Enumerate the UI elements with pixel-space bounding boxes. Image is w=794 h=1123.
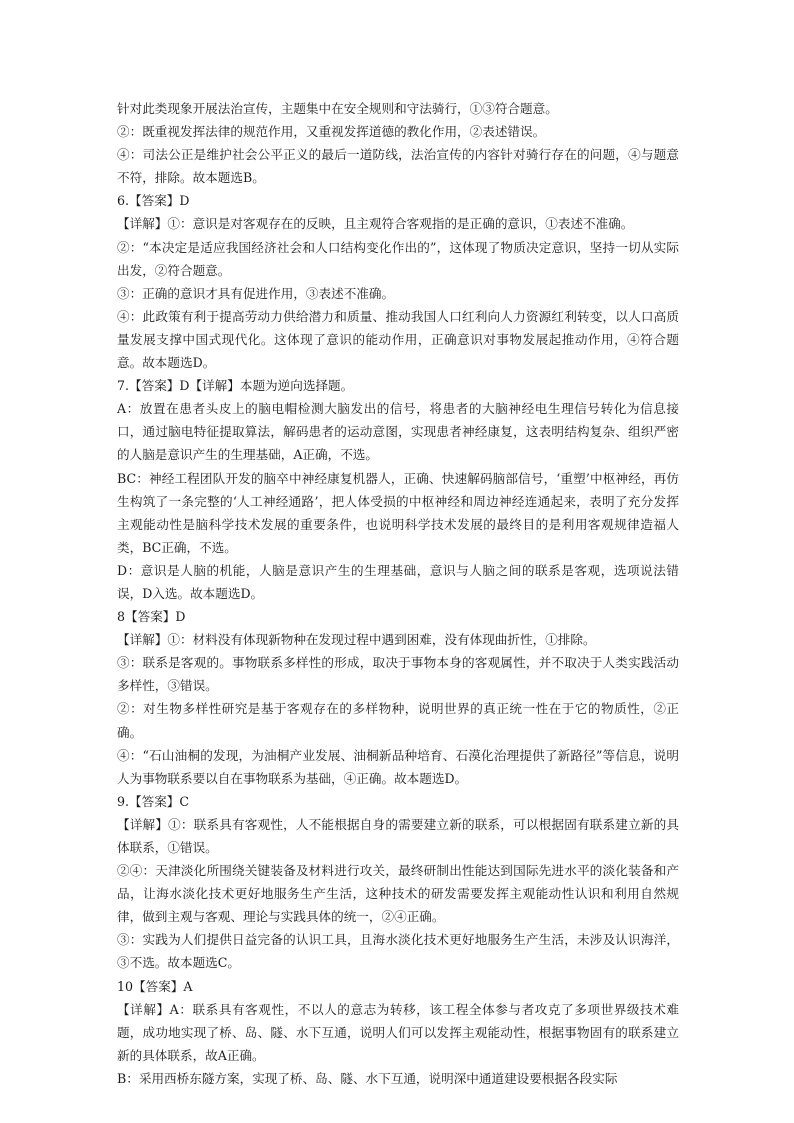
question-8-detail-2: ②：对生物多样性研究是基于客观存在的多样物种，说明世界的真正统一性在于它的物质性，②正确。 — [117, 701, 679, 740]
question-10-answer: 10【答案】A — [117, 978, 193, 994]
question-8-detail-1: 【详解】①：材料没有体现新物种在发现过程中遇到困难，没有体现曲折性，①排除。 — [117, 632, 596, 648]
question-6-detail-3: ③：正确的意识才具有促进作用，③表述不准确。 — [117, 285, 395, 301]
question-8-detail-4: ④：“石山油桐的发现，为油桐产业发展、油桐新品种培育、石漠化治理提供了新路径”等信息，说明人为事物联系要以自在事物联系为基础，④正确。故本题选D。 — [117, 747, 679, 786]
question-6-detail-2: ②：“本决定是适应我国经济社会和人口结构变化作出的”，这体现了物质决定意识，坚持一切从实际出发，②符合题意。 — [117, 239, 679, 278]
paragraph-5-item-4: ④：司法公正是维护社会公平正义的最后一道防线，法治宣传的内容针对骑行存在的问题，④与题意不符，排除。故本题选B。 — [117, 147, 679, 186]
question-9-answer: 9.【答案】C — [117, 793, 190, 809]
question-7-option-d: D：意识是人脑的机能，人脑是意识产生的生理基础，意识与人脑之间的联系是客观，选项说法错误，D入选。故本题选D。 — [117, 562, 679, 601]
question-7-option-bc: BC：神经工程团队开发的脑卒中神经康复机器人，正确、快速解码脑部信号，‘重塑’中枢神经，再仿生构筑了一条完整的‘人工神经通路’，把人体受损的中枢神经和周边神经连通起来，表明了充分发挥主观能动性是脑科学技术发展的重要条件，也说明科学技术发展的最终目的是利用客观规律造福人类，BC正确，不选。 — [117, 470, 679, 555]
question-10-option-b: B：采用西桥东隧方案，实现了桥、岛、隧、水下互通，说明深中通道建设要根据各段实际 — [117, 1070, 618, 1086]
question-6-answer: 6.【答案】D — [117, 193, 190, 209]
question-9-detail-1: 【详解】①：联系具有客观性，人不能根据自身的需要建立新的联系，可以根据固有联系建立新的具体联系，①错误。 — [117, 816, 679, 855]
question-6-detail-1: 【详解】①：意识是对客观存在的反映，且主观符合客观指的是正确的意识，①表述不准确。 — [117, 216, 634, 232]
question-7-option-a: A：放置在患者头皮上的脑电帽检测大脑发出的信号，将患者的大脑神经电生理信号转化为信息接口，通过脑电特征提取算法，解码患者的运动意图，实现患者神经康复，这表明结构复杂、组织严密的人脑是意识产生的生理基础，A正确，不选。 — [117, 401, 679, 463]
question-9-detail-3: ③：实践为人们提供日益完备的认识工具，且海水淡化技术更好地服务生产生活，未涉及认识海洋，③不选。故本题选C。 — [117, 932, 679, 971]
paragraph-5-continued: 针对此类现象开展法治宣传，主题集中在安全规则和守法骑行，①③符合题意。 — [117, 101, 558, 116]
question-10-option-a: 【详解】A：联系具有客观性，不以人的意志为转移，该工程全体参与者攻克了多项世界级技术难题，成功地实现了桥、岛、隧、水下互通，说明人们可以发挥主观能动性，根据事物固有的联系建立新的具体联系，故A正确。 — [117, 1001, 679, 1063]
question-9-detail-24: ②④：天津淡化所围绕关键装备及材料进行攻关，最终研制出性能达到国际先进水平的淡化装备和产品，让海水淡化技术更好地服务生产生活，这种技术的研发需要发挥主观能动性认识和利用自然规律，做到主观与客观、理论与实践具体的统一，②④正确。 — [117, 863, 679, 925]
question-8-answer: 8【答案】D — [117, 609, 186, 625]
answer-explanation-page — [117, 97, 679, 1090]
question-6-detail-4: ④：此政策有利于提高劳动力供给潜力和质量、推动我国人口红利向人力资源红利转变，以人口高质量发展支撑中国式现代化。这体现了意识的能动作用，正确意识对事物发展起推动作用，④符合题意。故本题选D。 — [117, 308, 679, 371]
paragraph-5-item-2: ②：既重视发挥法律的规范作用，又重视发挥道德的教化作用，②表述错误。 — [117, 124, 546, 140]
question-8-detail-3: ③：联系是客观的。事物联系多样性的形成，取决于事物本身的客观属性，并不取决于人类实践活动多样性，③错误。 — [117, 655, 679, 694]
question-7-answer: 7.【答案】D【详解】本题为逆向选择题。 — [117, 378, 354, 394]
